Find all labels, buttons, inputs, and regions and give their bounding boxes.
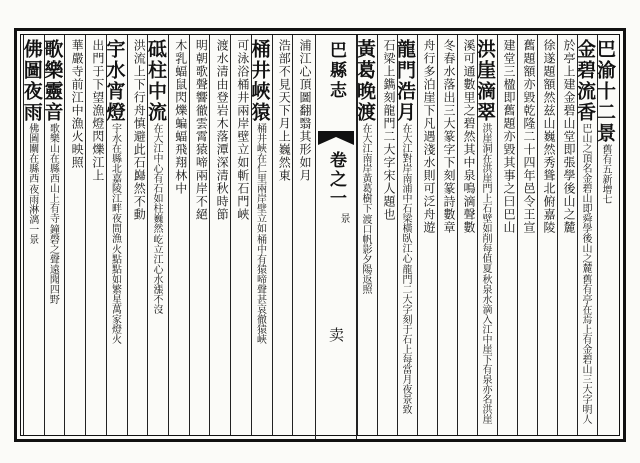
juan-section: 景 xyxy=(338,213,349,223)
left-text-column xyxy=(274,39,291,435)
left-interlinear-note: 鐘磬之聲遠聞四野 xyxy=(47,224,59,304)
right-interlinear-note: 舊有亭在焉上有金碧山三大字明人 xyxy=(580,274,591,424)
right-interlinear-note: 洪崖洞在洪崖門上石壁如削每值夏 xyxy=(480,123,491,273)
right-column-main-text: 冬春水落出三大篆字下刻篆詩數章 xyxy=(442,39,456,234)
right-text-column xyxy=(499,39,515,435)
right-column-main-text: 舟行多泊崖下凡遇淺水則可泛舟遊 xyxy=(422,39,436,234)
left-interlinear-note: 佛圖關在縣西 xyxy=(26,123,38,183)
left-column-main-text: 砥柱中流 xyxy=(144,39,167,123)
right-column-main-text: 於亭上建金碧山堂即張學後山之麓 xyxy=(562,39,576,234)
right-column-main-text: 溪可通數里之碧然其中泉鳴滴聲數 xyxy=(462,39,476,234)
right-interlinear-note: 在大江南岸黃葛樹下 xyxy=(360,123,371,213)
left-text-column xyxy=(232,39,249,435)
left-column-main-text: 可泳浴桶井兩岸壁立如斬石門峽 xyxy=(235,39,250,221)
column-rule xyxy=(127,35,128,435)
left-interlinear-note: 桶井峽在仁里兩岸壁立如 xyxy=(254,123,266,233)
right-interlinear-note: 渡口帆影夕陽返照 xyxy=(360,214,371,294)
right-column-main-text: 洪崖滴翠 xyxy=(474,39,496,123)
left-column-main-text: 佛圖夜雨 xyxy=(20,39,43,123)
book-title: 巴縣志 xyxy=(326,41,346,101)
column-rule xyxy=(292,35,293,435)
left-column-main-text: 明朝歌聲響徹雲霄猿啼兩岸不絕 xyxy=(194,39,209,221)
right-text-column xyxy=(379,39,395,435)
left-text-column xyxy=(144,39,167,435)
left-text-column xyxy=(103,39,126,435)
right-column-main-text: 金碧流香 xyxy=(574,39,596,123)
column-rule xyxy=(417,35,418,435)
left-interlinear-note: 夜雨淋漓一景 xyxy=(26,184,38,244)
left-column-main-text: 華嚴寺前江中漁火映照 xyxy=(70,39,85,169)
right-text-column xyxy=(559,39,575,435)
left-interlinear-note: 宇水在縣北嘉陵江畔夜間漁 xyxy=(109,123,121,243)
left-column-main-text: 浦江心頂圖翻翳其形如月 xyxy=(297,39,312,182)
left-text-column xyxy=(191,39,208,435)
left-text-column xyxy=(66,39,83,435)
column-rule xyxy=(497,35,498,435)
right-column-main-text: 黃葛晚渡 xyxy=(354,39,376,123)
column-rule xyxy=(377,35,378,435)
right-text-column xyxy=(539,39,555,435)
leaf-number: 卖 xyxy=(327,327,345,342)
left-text-column xyxy=(170,39,187,435)
left-column-main-text: 木乳蝠鼠閃爍蝙蝠飛翔林中 xyxy=(173,39,188,195)
right-column-main-text: 巴渝十二景 xyxy=(594,39,616,144)
right-text-column xyxy=(459,39,475,435)
right-text-column xyxy=(419,39,435,435)
column-rule xyxy=(230,35,231,435)
right-interlinear-note: 龍門二大字刻于石上每當月夜景致 xyxy=(400,264,411,414)
right-column-main-text: 徐遂題額然兹山巍然秀聳北俯嘉陵 xyxy=(542,39,556,234)
right-interlinear-note: 巴山之頂名金碧山即舜學後山之麓 xyxy=(580,123,591,273)
column-rule xyxy=(85,35,86,435)
left-column-main-text: 宇水宵燈 xyxy=(103,39,126,123)
right-interlinear-note: 在大江對岸南浦中石梁橫臥江心 xyxy=(400,123,411,263)
column-rule xyxy=(557,35,558,435)
left-text-column xyxy=(20,39,43,435)
column-rule xyxy=(209,35,210,435)
left-text-column xyxy=(87,39,104,435)
column-rule xyxy=(437,35,438,435)
right-column-main-text: 石梁上鐫刻龍門二大字宋人題也 xyxy=(382,39,396,221)
right-column-main-text: 龍門浩月 xyxy=(394,39,416,123)
column-rule xyxy=(537,35,538,435)
fishtail-ornament-icon xyxy=(318,131,354,145)
column-rule xyxy=(272,35,273,435)
left-interlinear-note: 在大江中心有石如柱巍然 xyxy=(150,123,162,233)
left-column-main-text: 洪流上下行舟慎避此石巋然不動 xyxy=(132,39,147,221)
left-column-main-text: 歌樂靈音 xyxy=(41,39,64,123)
page-border-frame xyxy=(14,28,626,442)
left-column-main-text: 桶井峽猿 xyxy=(248,39,271,123)
column-rule xyxy=(517,35,518,435)
left-column-main-text: 渡水清由登岩木落潭深清秋時節 xyxy=(215,39,230,221)
left-text-column xyxy=(211,39,228,435)
right-text-column xyxy=(439,39,455,435)
right-text-column xyxy=(474,39,496,435)
left-column-main-text: 出門于下望漁燈閃爍江上 xyxy=(90,39,105,182)
left-interlinear-note: 桶中有猿啼聲甚哀徹猿峽 xyxy=(254,234,266,344)
left-column-main-text: 浩部不見天下月上巍然東 xyxy=(277,39,292,182)
column-rule xyxy=(168,35,169,435)
right-text-column xyxy=(394,39,416,435)
left-interlinear-note: 屹立江心水漲不沒 xyxy=(150,234,162,314)
left-interlinear-note: 歌樂山在縣西山上有寺 xyxy=(47,123,59,223)
right-text-column xyxy=(519,39,535,435)
right-text-column xyxy=(594,39,616,435)
right-text-column xyxy=(354,39,376,435)
left-interlinear-note: 火點點如繁星萬家燈火 xyxy=(109,244,121,344)
right-interlinear-note: 舊有五新增七 xyxy=(600,144,611,204)
right-interlinear-note: 秋泉水滴入江中崖下有泉亦名洪崖 xyxy=(480,274,491,424)
column-rule xyxy=(457,35,458,435)
juan-label: 卷之一 xyxy=(326,151,346,208)
right-text-column xyxy=(574,39,596,435)
left-text-column xyxy=(129,39,146,435)
right-column-main-text: 建堂三楹即舊題亦毀其事之曰巴山 xyxy=(502,39,516,234)
left-text-column xyxy=(41,39,64,435)
column-rule xyxy=(189,35,190,435)
left-text-column xyxy=(294,39,311,435)
left-text-column xyxy=(248,39,271,435)
column-rule xyxy=(64,35,65,435)
center-fold-column xyxy=(315,35,357,439)
right-column-main-text: 舊題額亦毀乾隆二十四年邑令王宣 xyxy=(522,39,536,234)
